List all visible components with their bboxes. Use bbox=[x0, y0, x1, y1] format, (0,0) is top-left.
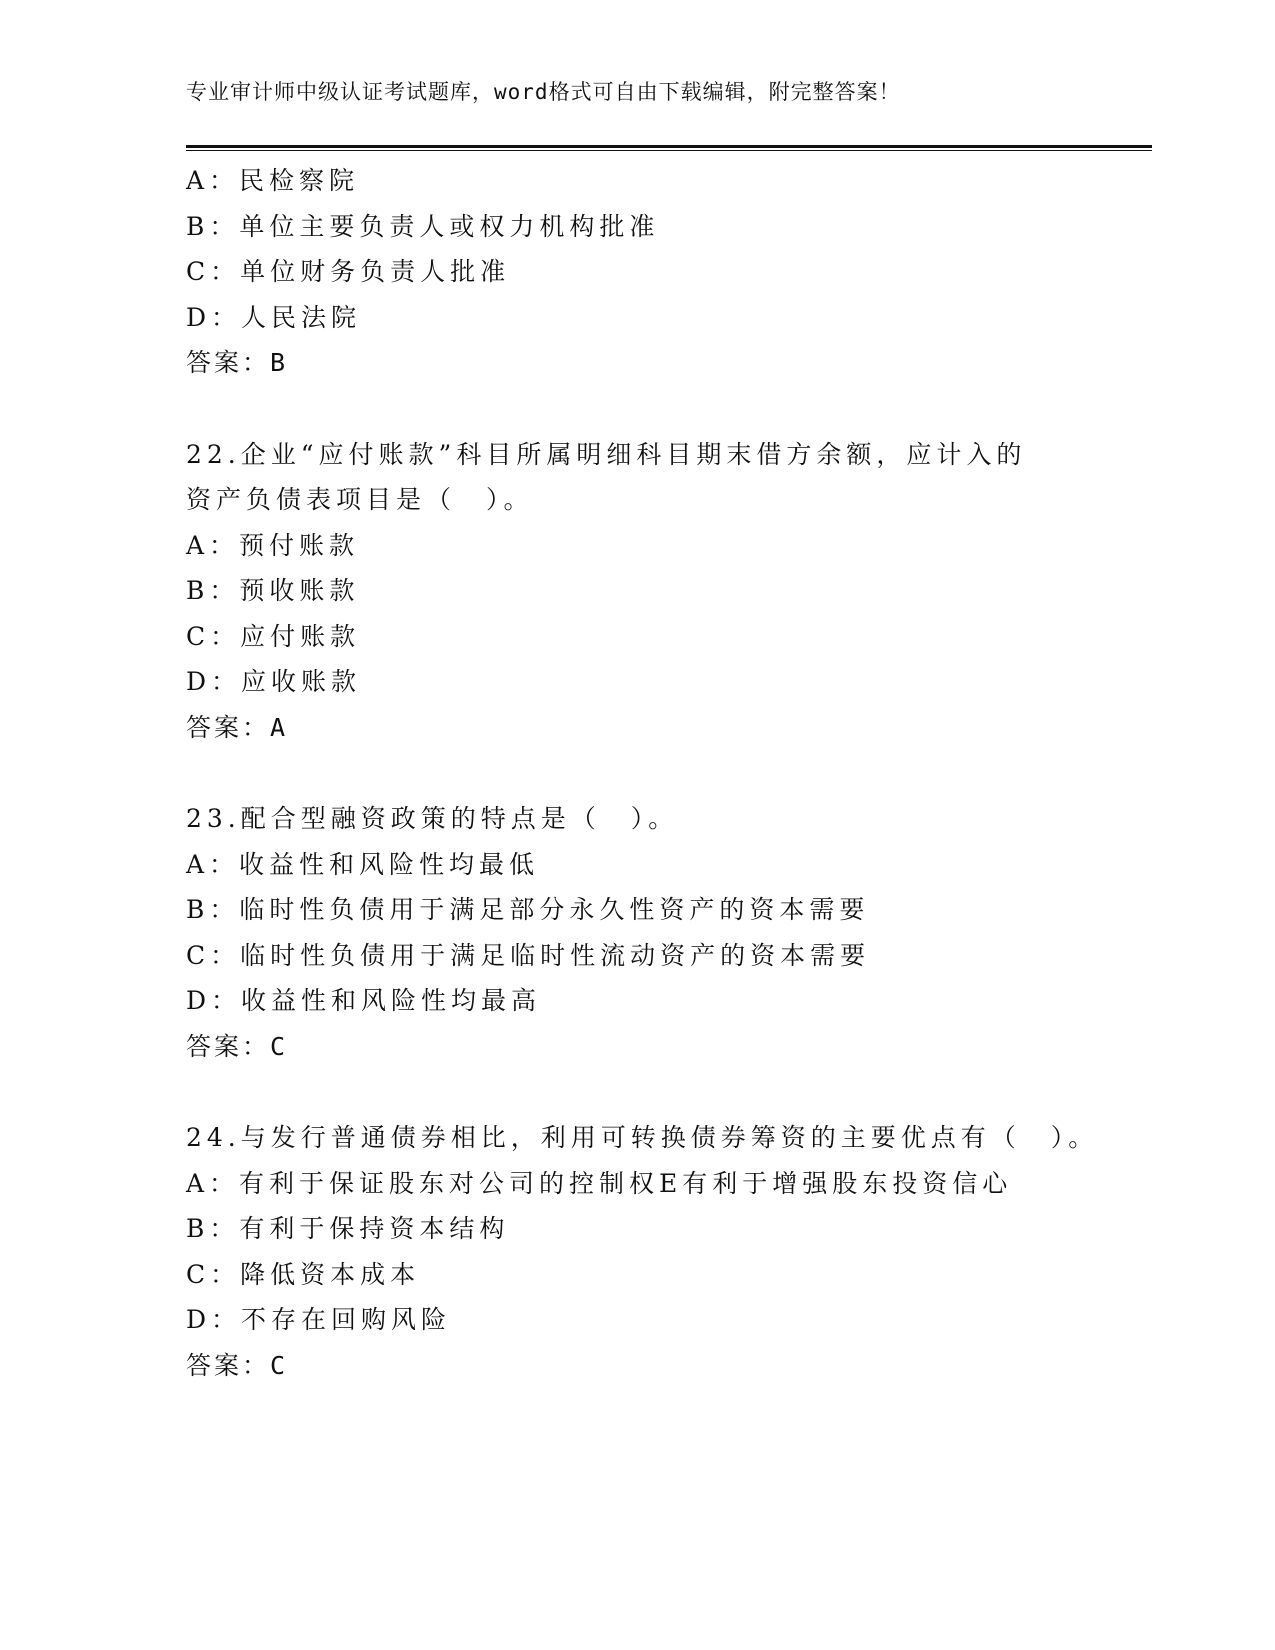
answer-value: A bbox=[270, 712, 288, 742]
question-24 bbox=[186, 1115, 1152, 1388]
option-c: C：临时性负债用于满足临时性流动资产的资本需要 bbox=[186, 940, 871, 970]
option-a: A：有利于保证股东对公司的控制权E有利于增强股东投资信心 bbox=[186, 1168, 1013, 1198]
option-c: C：降低资本成本 bbox=[186, 1259, 421, 1289]
header-rule-thick bbox=[186, 145, 1152, 148]
question-21-tail bbox=[186, 158, 1152, 386]
option-b: B：有利于保持资本结构 bbox=[186, 1214, 510, 1243]
option-a: A：收益性和风险性均最低 bbox=[186, 849, 540, 879]
question-22 bbox=[186, 432, 1152, 751]
option-d: D：人民法院 bbox=[186, 302, 362, 332]
option-d: D：不存在回购风险 bbox=[186, 1305, 452, 1334]
option-b: B：临时性负债用于满足部分永久性资产的资本需要 bbox=[186, 895, 870, 924]
option-a: A：民检察院 bbox=[186, 166, 360, 195]
option-d: D：收益性和风险性均最高 bbox=[186, 986, 542, 1015]
question-stem: 24.与发行普通债券相比，利用可转换债券筹资的主要优点有（ ）。 bbox=[186, 1123, 1099, 1152]
answer-value: C bbox=[270, 1350, 288, 1380]
option-b: B：预收账款 bbox=[186, 576, 360, 605]
option-c: C：单位财务负责人批准 bbox=[186, 257, 511, 286]
question-23 bbox=[186, 796, 1152, 1069]
answer-line bbox=[186, 705, 1152, 751]
question-stem: 22.企业“应付账款”科目所属明细科目期末借方余额，应计入的资产负债表项目是（ ）。 bbox=[186, 439, 1027, 514]
answer-label: 答案： bbox=[186, 712, 271, 742]
option-d: D：应收账款 bbox=[186, 667, 362, 696]
question-stem: 23.配合型融资政策的特点是（ ）。 bbox=[186, 804, 679, 833]
answer-label: 答案： bbox=[186, 1031, 271, 1061]
answer-line bbox=[186, 340, 1152, 386]
answer-value: C bbox=[270, 1031, 288, 1061]
header-rule-thin bbox=[186, 150, 1152, 151]
answer-label: 答案： bbox=[186, 1350, 271, 1380]
page-header: 专业审计师中级认证考试题库，word格式可自由下载编辑，附完整答案！ bbox=[186, 80, 901, 104]
option-c: C：应付账款 bbox=[186, 621, 361, 651]
answer-label: 答案： bbox=[186, 348, 271, 377]
option-a: A：预付账款 bbox=[186, 530, 360, 560]
answer-line bbox=[186, 1024, 1152, 1070]
question-content bbox=[186, 158, 1152, 1388]
option-b: B：单位主要负责人或权力机构批准 bbox=[186, 211, 660, 241]
answer-line bbox=[186, 1343, 1152, 1389]
answer-value: B bbox=[270, 348, 288, 377]
